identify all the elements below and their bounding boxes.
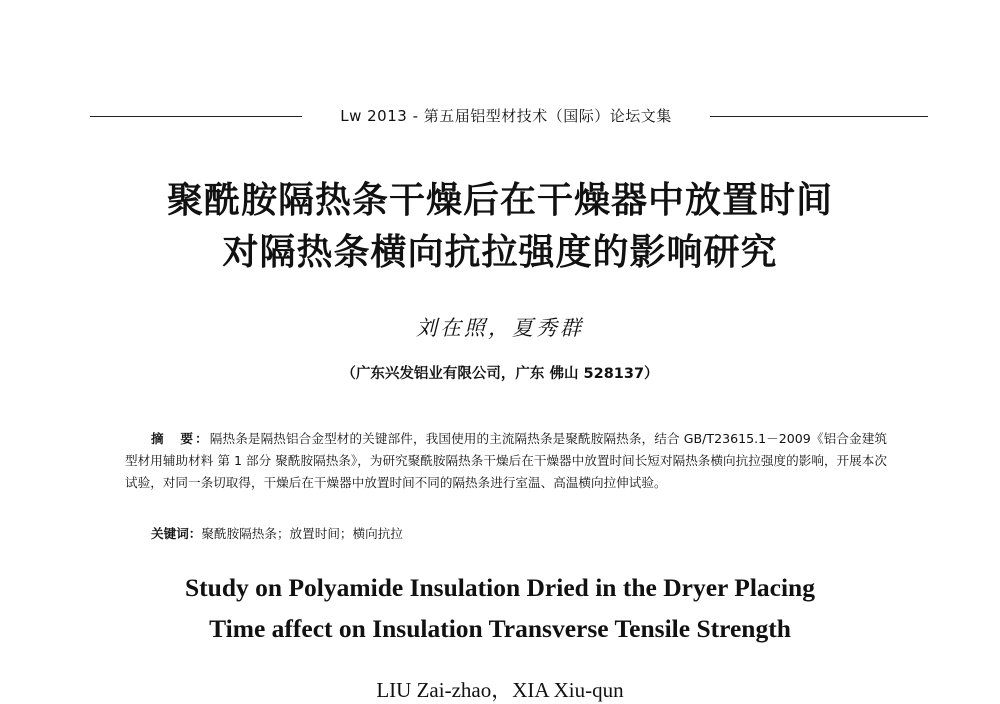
english-title-line-2: Time affect on Insulation Transverse Tensile Strength — [209, 614, 791, 643]
chinese-affiliation: （广东兴发铝业有限公司，广东 佛山 528137） — [341, 366, 659, 382]
chinese-authors: 刘在照，夏秀群 — [416, 316, 584, 340]
keywords-label: 关键词： — [151, 526, 202, 541]
abstract-text: 隔热条是隔热铝合金型材的关键部件，我国使用的主流隔热条是聚酰胺隔热条，结合 GB/T23615.1－2009《铝合金建筑型材用辅助材料 第 1 部分 聚酰胺隔热条》，为研究聚酰胺隔热条干燥后在干燥器中放置时间长短对隔热条横向抗拉强度的影响，开展本次试验，对同一条切取得，干燥后在干燥器中放置时间不同的隔热条进行室温、高温横向拉伸试验。 — [125, 431, 887, 490]
keywords — [151, 523, 891, 542]
english-title-line-1: Study on Polyamide Insulation Dried in the Dryer Placing — [185, 573, 815, 602]
abstract-label: 摘 要： — [151, 431, 210, 446]
keywords-text: 聚酰胺隔热条；放置时间；横向抗拉 — [201, 526, 403, 541]
abstract — [125, 428, 887, 494]
chinese-title-line-1: 聚酰胺隔热条干燥后在干燥器中放置时间 — [166, 179, 833, 221]
chinese-title-line-2: 对隔热条横向抗拉强度的影响研究 — [222, 231, 778, 273]
header-rule-right — [710, 116, 928, 117]
chinese-title — [0, 174, 1000, 278]
header-rule-left — [90, 116, 302, 117]
english-authors: LIU Zai-zhao，XIA Xiu-qun — [376, 678, 624, 702]
running-header: Lw 2013 - 第五届铝型材技术（国际）论坛文集 — [340, 107, 672, 125]
english-title — [0, 567, 1000, 649]
